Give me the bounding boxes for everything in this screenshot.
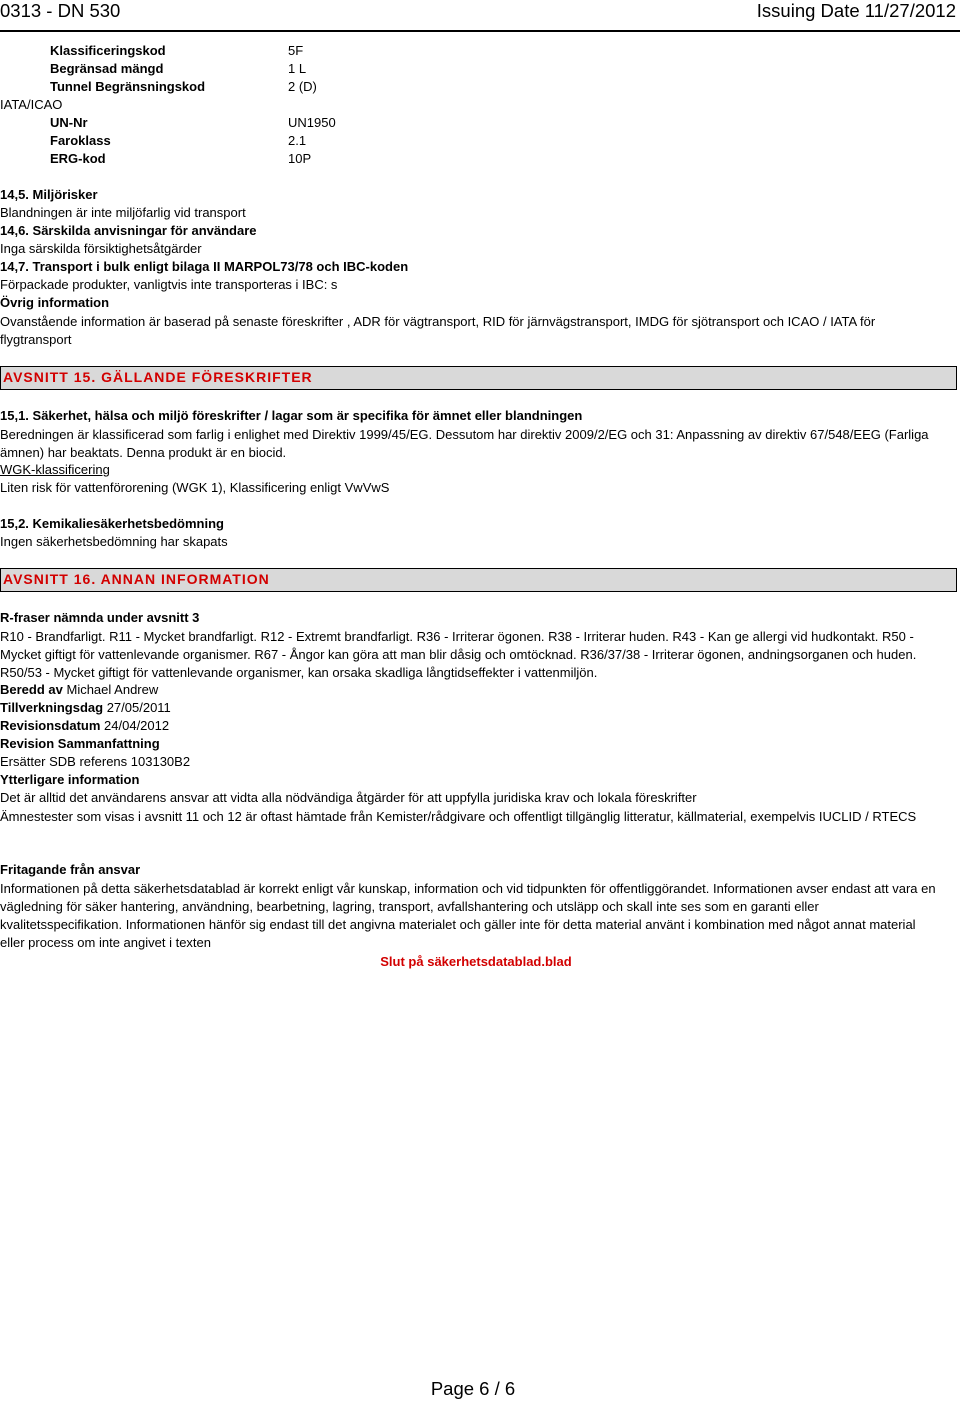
section-heading-text: AVSNITT 16. ANNAN INFORMATION <box>3 571 270 587</box>
section-15-heading <box>0 366 957 390</box>
transport-value: 2 (D) <box>288 79 317 94</box>
transport-value: UN1950 <box>288 115 336 130</box>
subsection-title: Övrig information <box>0 295 110 310</box>
subsection-text: Ersätter SDB referens 103130B2 <box>0 754 191 769</box>
transport-value: 2.1 <box>288 133 307 148</box>
subsection-title: R-fraser nämnda under avsnitt 3 <box>0 610 200 625</box>
subsection-text: Det är alltid det användarens ansvar att vidta alla nödvändiga åtgärder för att uppfylla juridiska krav och lokala föreskrifter <box>0 790 697 805</box>
revision-date <box>0 718 169 733</box>
other-information-text: Ovanstående information är baserad på senaste föreskrifter , ADR för vägtransport, RID för järnvägstransport, IMDG för sjötransport och ICAO / IATA för flygtransport <box>0 314 876 347</box>
section-heading-text: AVSNITT 15. GÄLLANDE FÖRESKRIFTER <box>3 369 313 385</box>
manufacture-date <box>0 700 171 715</box>
subsection-text: Ämnestester som visas i avsnitt 11 och 12 är oftast hämtade från Kemister/rådgivare och offentligt tillgänglig litteratur, källmaterial, exempelvis IUCLID / RTECS <box>0 809 917 824</box>
transport-label: Begränsad mängd <box>50 61 164 76</box>
subsection-text: Liten risk för vattenförorening (WGK 1), Klassificering enligt VwVwS <box>0 480 390 495</box>
transport-value: 10P <box>288 151 312 166</box>
transport-value: 1 L <box>288 61 307 76</box>
wgk-classification-link[interactable]: WGK-klassificering <box>0 462 110 477</box>
r-phrases-text: R10 - Brandfarligt. R11 - Mycket brandfarligt. R12 - Extremt brandfarligt. R36 - Irriterar ögonen. R38 - Irriterar huden. R43 - Kan ge allergi vid hudkontakt. R50 - Mycket giftigt för vattenlevande organismer. R67 - Ångor kan göra att man blir dåsig och omtöcknad. R36/37/38 - Irriterar ögonen, andningsorganen och huden. R50/53 - Mycket giftigt för vattenlevande organismer, kan orsaka skadliga långtidseffekter i vattenmiljön. <box>0 629 917 680</box>
subsection-title: 15,1. Säkerhet, hälsa och miljö föreskrifter / lagar som är specifika för ämnet eller blandningen <box>0 408 583 423</box>
subsection-title: 14,6. Särskilda anvisningar för användare <box>0 223 257 238</box>
section-16-heading <box>0 568 957 592</box>
product-code: 0313 - DN 530 <box>0 0 121 21</box>
subsection-title: Ytterligare information <box>0 772 140 787</box>
field-value: Michael Andrew <box>62 682 159 697</box>
end-of-sheet-note: Slut på säkerhetsdatablad.blad <box>380 954 572 969</box>
page-number: Page 6 / 6 <box>430 1378 516 1399</box>
subsection-title: Revision Sammanfattning <box>0 736 160 751</box>
subsection-text: Inga särskilda försiktighetsåtgärder <box>0 241 202 256</box>
transport-label: Klassificeringskod <box>50 43 166 58</box>
page-header <box>0 0 960 32</box>
field-label: Beredd av <box>0 682 63 697</box>
prepared-by <box>0 682 158 697</box>
disclaimer-text: Informationen på detta säkerhetsdatablad är korrekt enligt vår kunskap, information och vid tidpunkten för offentliggörandet. Informationen avser endast att vara en vägledning för säker hantering, användning, bearbetning, lagring, transport, avfallshantering och utsläpp och skall inte ses som en garanti eller kvalitetsspecifikation. Informationen hänför sig endast till det angivna materialet och gäller inte för detta material använt i kombination med något annat material eller process om inte angivet i texten <box>0 881 936 950</box>
subsection-text: Blandningen är inte miljöfarlig vid transport <box>0 205 246 220</box>
subsection-title: Fritagande från ansvar <box>0 862 141 877</box>
transport-label: Tunnel Begränsningskod <box>50 79 206 94</box>
subsection-title: 15,2. Kemikaliesäkerhetsbedömning <box>0 516 224 531</box>
field-value: 27/05/2011 <box>103 700 171 715</box>
iata-heading: IATA/ICAO <box>0 97 63 112</box>
subsection-text: Beredningen är klassificerad som farlig i enlighet med Direktiv 1999/45/EG. Dessutom har direktiv 2009/2/EG och 31: Anpassning av direktiv 67/548/EEG (Farliga ämnen) har beaktats. Denna produkt är en biocid. <box>0 427 929 460</box>
transport-value: 5F <box>288 43 304 58</box>
field-label: Tillverkningsdag <box>0 700 104 715</box>
transport-label: UN-Nr <box>50 115 88 130</box>
subsection-text: Ingen säkerhetsbedömning har skapats <box>0 534 228 549</box>
subsection-title: 14,7. Transport i bulk enligt bilaga II MARPOL73/78 och IBC-koden <box>0 259 409 274</box>
issuing-date: Issuing Date 11/27/2012 <box>756 0 956 21</box>
subsection-title: 14,5. Miljörisker <box>0 187 98 202</box>
subsection-text: Förpackade produkter, vanligtvis inte transporteras i IBC: s <box>0 277 338 292</box>
transport-label: Faroklass <box>50 133 111 148</box>
field-label: Revisionsdatum <box>0 718 101 733</box>
field-value: 24/04/2012 <box>100 718 170 733</box>
transport-label: ERG-kod <box>50 151 106 166</box>
